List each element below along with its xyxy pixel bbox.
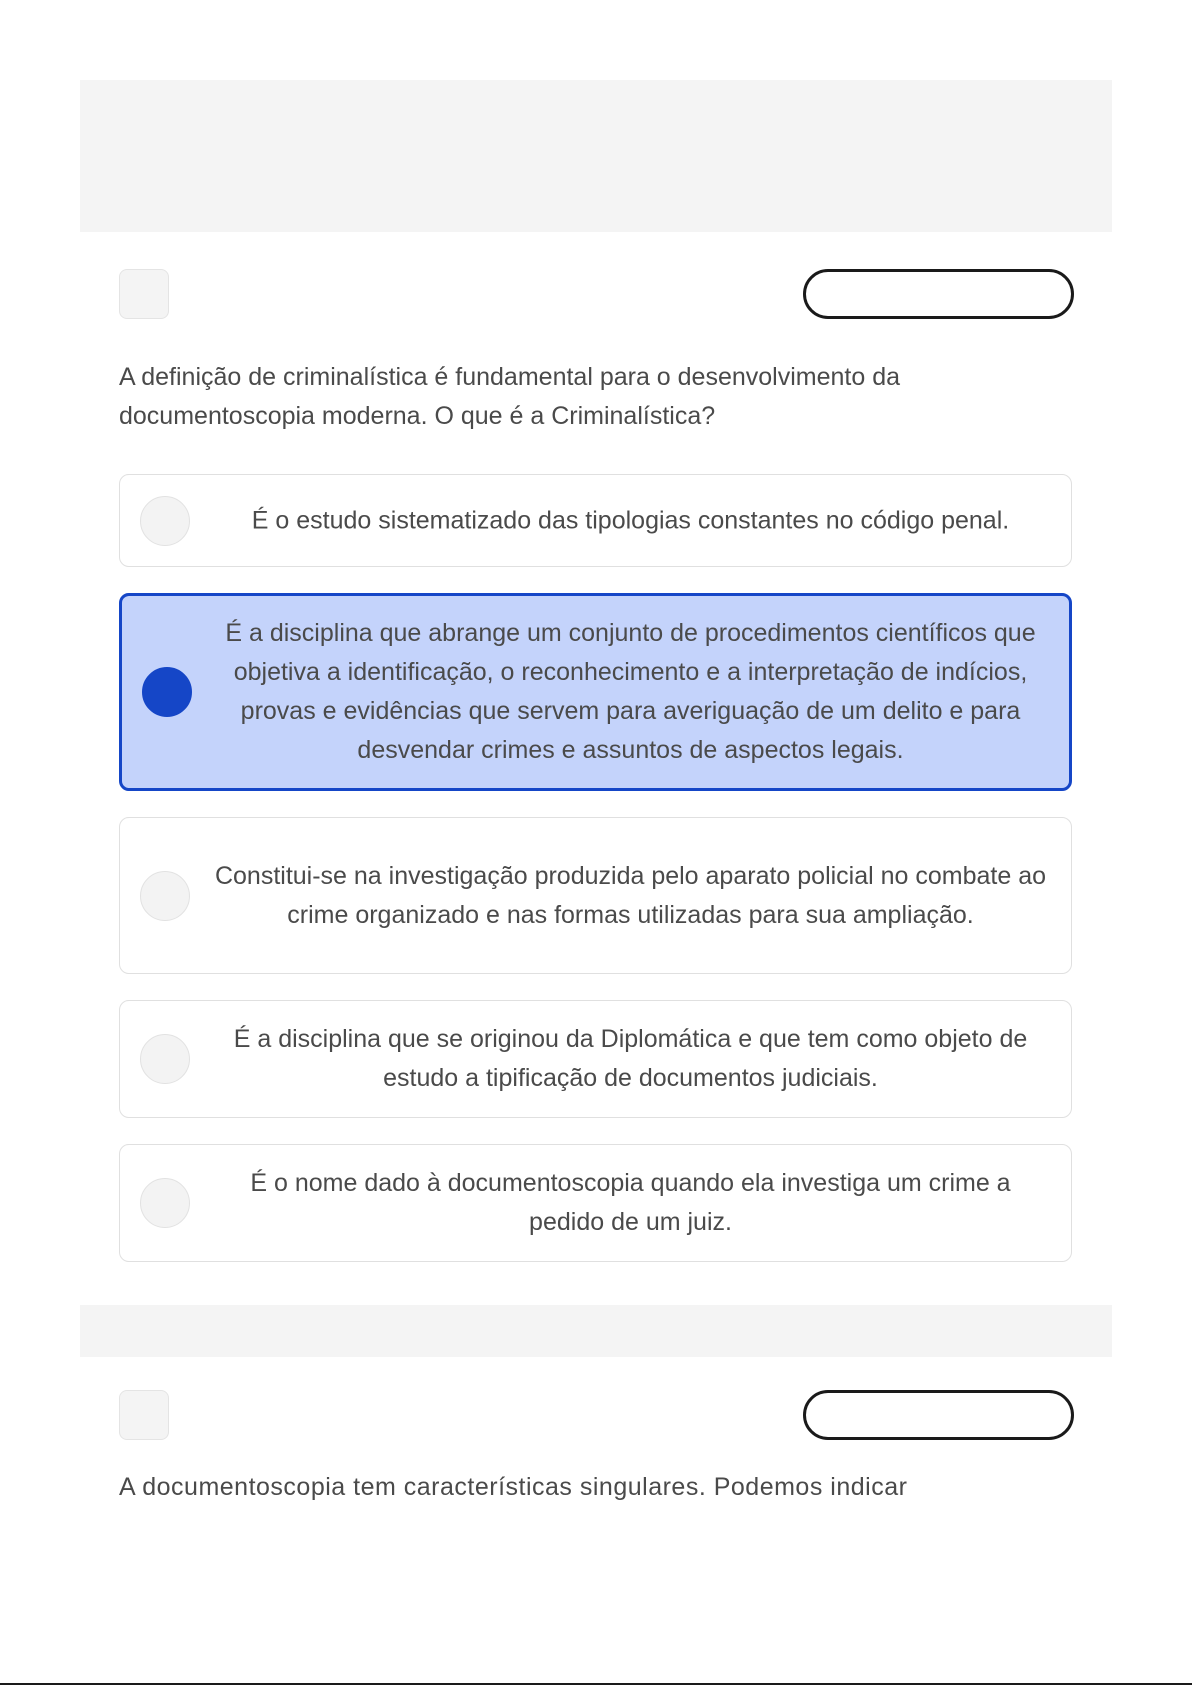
radio-button[interactable]: [140, 1178, 190, 1228]
radio-button-selected[interactable]: [142, 667, 192, 717]
answer-option-text: É o estudo sistematizado das tipologias constantes no código penal.: [251, 506, 1010, 534]
section-divider-band: [80, 1305, 1112, 1357]
question-tag-pill[interactable]: [803, 269, 1074, 319]
question-number-box: [119, 269, 169, 319]
radio-button[interactable]: [140, 496, 190, 546]
question-text: A definição de criminalística é fundamental para o desenvolvimento da documentoscopia moderna. O que é a Criminalística?: [119, 363, 901, 430]
answer-option-text: É a disciplina que abrange um conjunto de procedimentos científicos que objetiva a identificação, o reconhecimento e a interpretação de indícios, provas e evidências que servem para averiguação de um delito e para desvendar crimes e assuntos de aspectos legais.: [225, 619, 1036, 764]
next-question-tag-pill[interactable]: [803, 1390, 1074, 1440]
answer-option-c[interactable]: [119, 817, 1072, 974]
answer-option-text: É a disciplina que se originou da Diplomática e que tem como objeto de estudo a tipificação de documentos judiciais.: [233, 1025, 1028, 1092]
answer-option-d[interactable]: [119, 1000, 1072, 1118]
answer-option-a[interactable]: [119, 474, 1072, 567]
next-question-text: A documentoscopia tem características singulares. Podemos indicar: [119, 1473, 908, 1501]
radio-button[interactable]: [140, 1034, 190, 1084]
next-question-number-box: [119, 1390, 169, 1440]
answer-option-b[interactable]: [119, 593, 1072, 791]
next-question-text-cut: [119, 1473, 1019, 1501]
header-band: [80, 80, 1112, 232]
radio-button[interactable]: [140, 871, 190, 921]
answer-option-text: Constitui-se na investigação produzida pelo aparato policial no combate ao crime organizado e nas formas utilizadas para sua ampliação.: [214, 861, 1047, 929]
answer-option-text: É o nome dado à documentoscopia quando ela investiga um crime a pedido de um juiz.: [250, 1169, 1011, 1236]
answer-option-e[interactable]: [119, 1144, 1072, 1262]
